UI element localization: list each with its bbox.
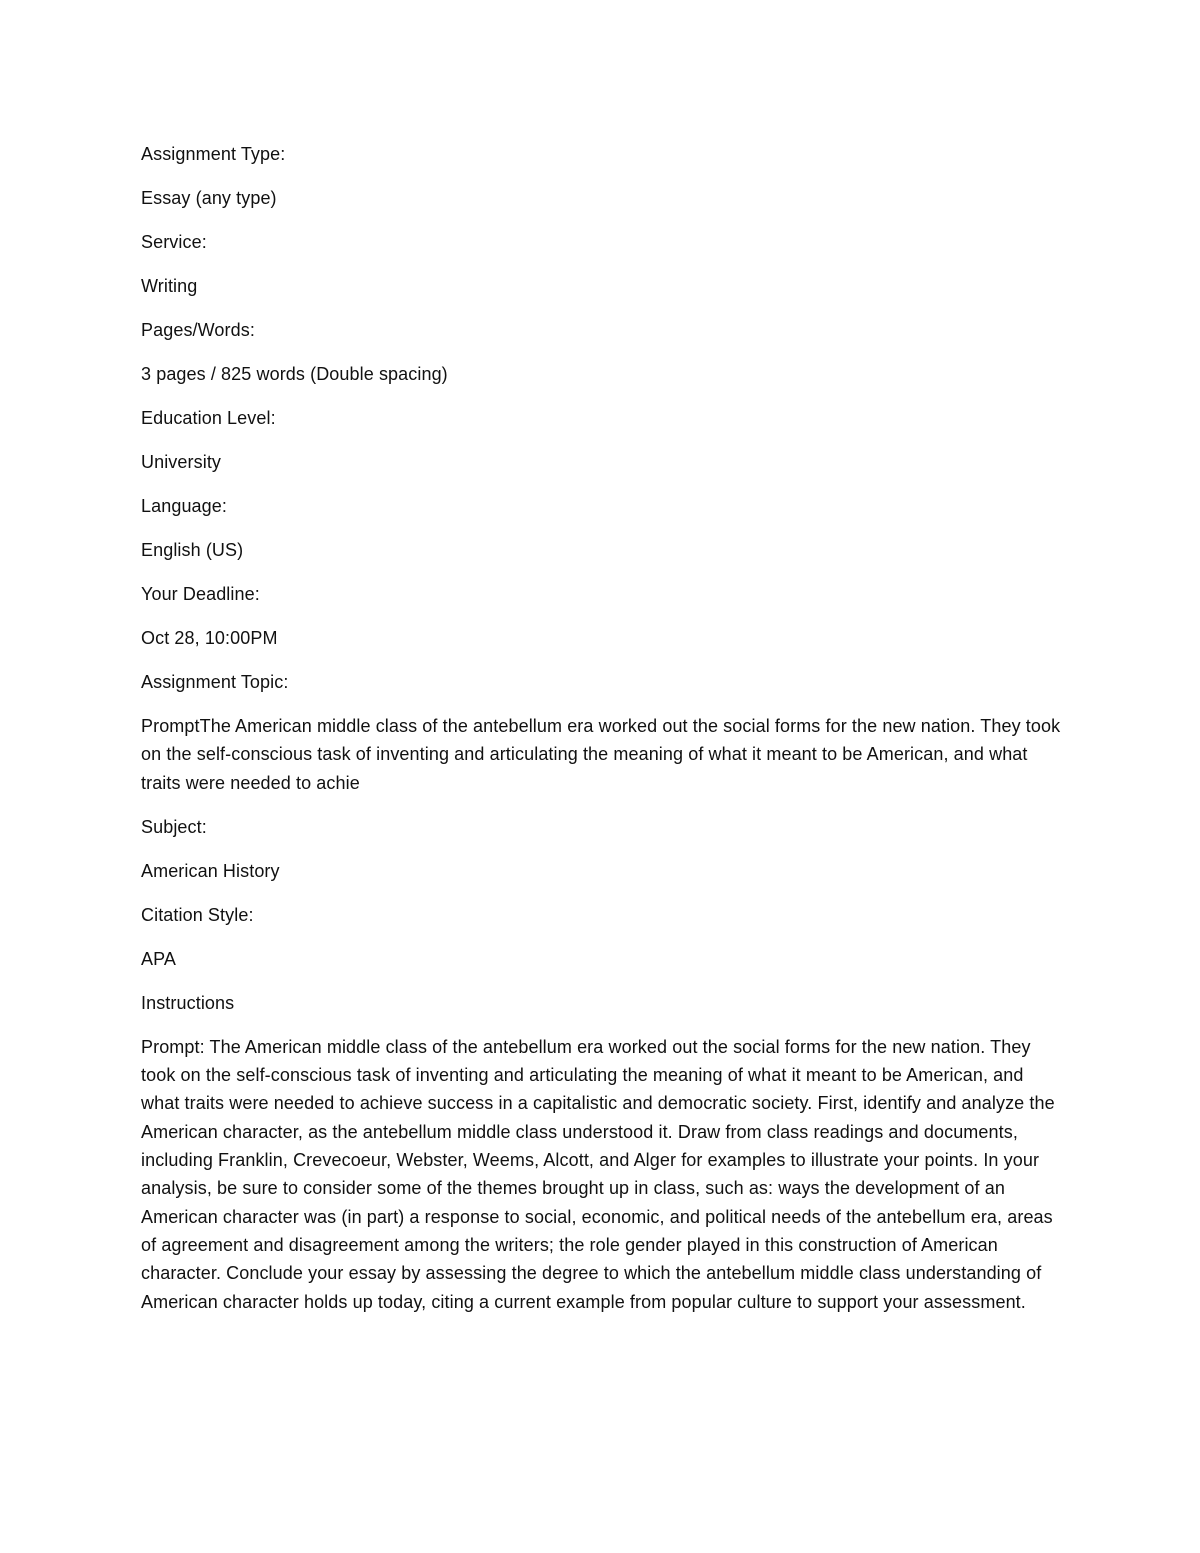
document-body — [141, 140, 1066, 1332]
field-label-assignment-type: Assignment Type: — [141, 144, 286, 164]
field-value-subject: American History — [141, 860, 280, 881]
field-label-language: Language: — [141, 496, 227, 516]
field-label-service: Service: — [141, 232, 207, 252]
field-value-assignment-type: Essay (any type) — [141, 188, 277, 208]
field-label-citation-style: Citation Style: — [141, 904, 254, 925]
field-label-assignment-topic: Assignment Topic: — [141, 672, 289, 692]
field-value-service: Writing — [141, 276, 198, 296]
field-value-deadline: Oct 28, 10:00PM — [141, 628, 278, 648]
field-value-assignment-topic: PromptThe American middle class of the antebellum era worked out the social forms for the new nation. They took on the self-conscious task of inventing and articulating the meaning of what it meant to be American, and what traits were needed to achie — [141, 716, 1061, 793]
field-value-citation-style: APA — [141, 948, 176, 969]
instructions-text: Prompt: The American middle class of the antebellum era worked out the social forms for the new nation. They took on the self-conscious task of inventing and articulating the meaning of what it meant to be American, and what traits were needed to achieve success in a capitalistic and democratic society. First, identify and analyze the American character, as the antebellum middle class understood it. Draw from class readings and documents, including Franklin, Crevecoeur, Webster, Weems, Alcott, and Alger for examples to illustrate your points. In your analysis, be sure to consider some of the themes brought up in class, such as: ways the development of an American character was (in part) a response to social, economic, and political needs of the antebellum era, areas of agreement and disagreement among the writers; the role gender played in this construction of American character. Conclude your essay by assessing the degree to which the antebellum middle class understanding of American character holds up today, citing a current example from popular culture to support your assessment. — [141, 1036, 1055, 1312]
field-label-subject: Subject: — [141, 816, 207, 837]
instructions-heading: Instructions — [141, 992, 235, 1013]
field-value-education-level: University — [141, 452, 222, 472]
field-label-deadline: Your Deadline: — [141, 584, 260, 604]
field-value-pages-words: 3 pages / 825 words (Double spacing) — [141, 364, 448, 384]
field-value-language: English (US) — [141, 540, 244, 560]
field-label-pages-words: Pages/Words: — [141, 320, 255, 340]
field-label-education-level: Education Level: — [141, 408, 276, 428]
